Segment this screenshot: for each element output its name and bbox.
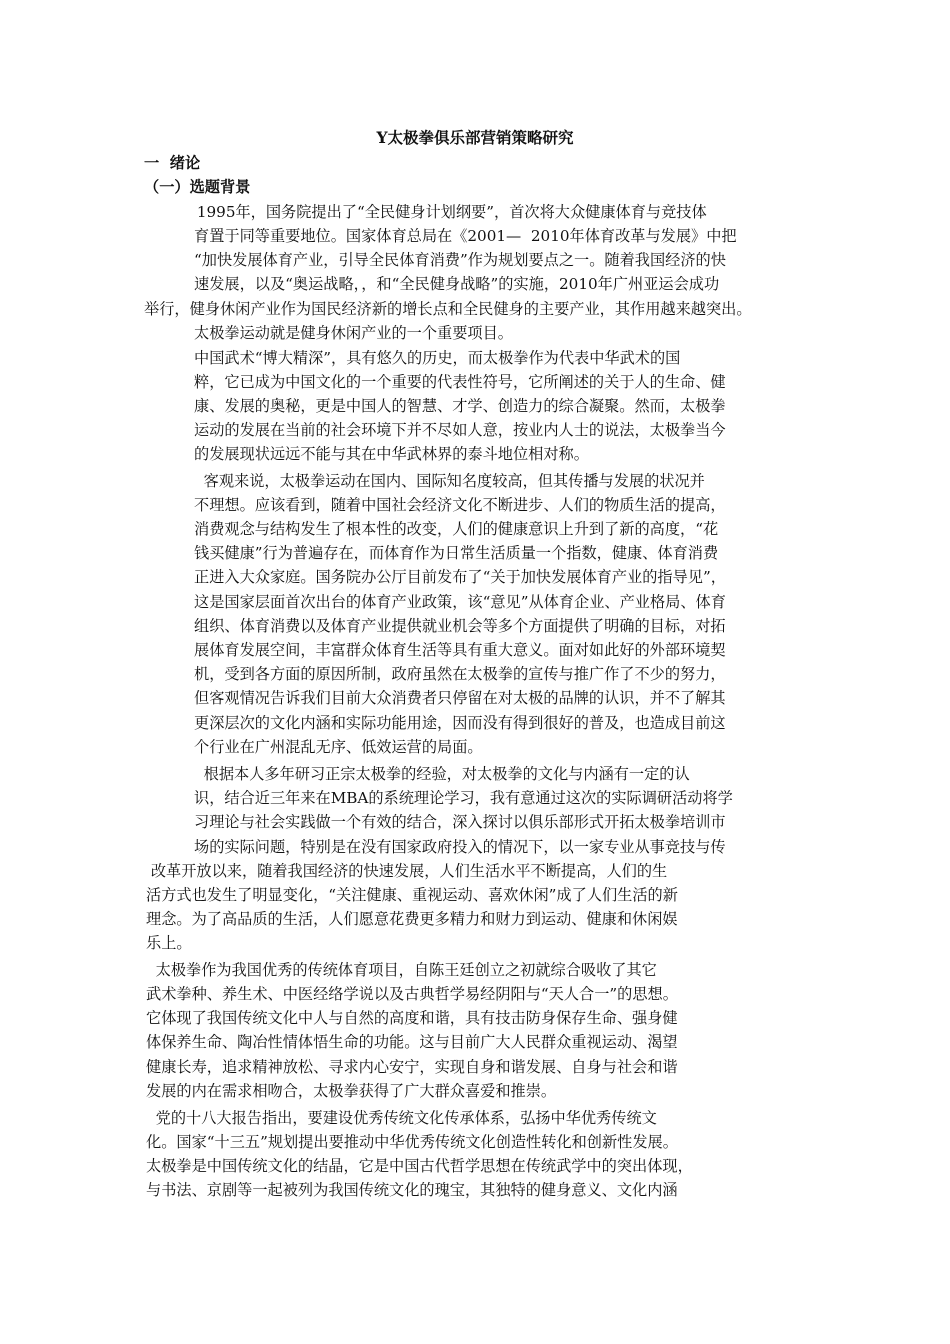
paragraph-line: 更深层次的文化内涵和实际功能用途，因而没有得到很好的普及，也造成目前这 (194, 714, 726, 732)
paragraph-line: 这是国家层面首次出台的体育产业政策，该“意见”从体育企业、产业格局、体育 (194, 593, 726, 611)
paragraph-line: 的发展现状远远不能与其在中华武林界的泰斗地位相对称。 (194, 445, 589, 463)
paragraph-line: 钱买健康”行为普遍存在，而体育作为日常生活质量一个指数，健康、体育消费 (194, 544, 719, 562)
subsection-heading: （一）选题背景 (144, 178, 251, 196)
paragraph-line: 理念。为了高品质的生活，人们愿意花费更多精力和财力到运动、健康和休闲娱 (146, 910, 678, 928)
paragraph-line: 习理论与社会实践做一个有效的结合，深入探讨以俱乐部形式开拓太极拳培训市 (194, 813, 726, 831)
paragraph-line: 中国武术“博大精深”，具有悠久的历史，而太极拳作为代表中华武术的国 (194, 349, 681, 367)
paragraph-line: 速发展，以及“奥运战略，，和“全民健身战略”的实施，2010年广州亚运会成功 (194, 275, 720, 293)
paragraph-line: 健康长寿，追求精神放松、寻求内心安宁，实现自身和谐发展、自身与社会和谐 (146, 1058, 678, 1076)
paragraph-line: 消费观念与结构发生了根本性的改变，人们的健康意识上升到了新的高度，“花 (194, 520, 719, 538)
paragraph-line: 武术拳种、养生术、中医经络学说以及古典哲学易经阴阳与“天人合一”的思想。 (146, 985, 678, 1003)
paragraph-line: 活方式也发生了明显变化，“关注健康、重视运动、喜欢休闲”成了人们生活的新 (146, 886, 678, 904)
paragraph-line: 太极拳运动就是健身休闲产业的一个重要项目。 (194, 324, 513, 342)
paragraph-line: 客观来说，太极拳运动在国内、国际知名度较高，但其传播与发展的状况并 (194, 472, 705, 490)
paragraph-line: 太极拳作为我国优秀的传统体育项目，自陈王廷创立之初就综合吸收了其它 (146, 961, 657, 979)
paragraph-line: 运动的发展在当前的社会环境下并不尽如人意，按业内人士的说法，太极拳当今 (194, 421, 726, 439)
paragraph-line: 展体育发展空间，丰富群众体育生活等具有重大意义。面对如此好的外部环境契 (194, 641, 726, 659)
paragraph-line: 但客观情况告诉我们目前大众消费者只停留在对太极的品牌的认识，并不了解其 (194, 689, 726, 707)
paragraph-line: 育置于同等重要地位。国家体育总局在《2001— 2010年体育改革与发展》中把 (194, 227, 737, 245)
section-heading: 一 绪论 (144, 154, 201, 172)
paragraph-line: 个行业在广州混乱无序、低效运营的局面。 (194, 738, 483, 756)
paragraph-line: 不理想。应该看到，随着中国社会经济文化不断进步、人们的物质生活的提高， (194, 496, 726, 514)
paragraph-line: “加快发展体育产业，引导全民体育消费”作为规划要点之一。随着我国经济的快 (194, 251, 726, 269)
paragraph-line: 化。国家“十三五”规划提出要推动中华优秀传统文化创造性转化和创新性发展。 (146, 1133, 678, 1151)
paragraph-line: 识，结合近三年来在MBA的系统理论学习，我有意通过这次的实际调研活动将学 (194, 789, 733, 807)
paragraph-line: 组织、体育消费以及体育产业提供就业机会等多个方面提供了明确的目标，对拓 (194, 617, 726, 635)
paragraph-line: 党的十八大报告指出，要建设优秀传统文化传承体系，弘扬中华优秀传统文 (146, 1109, 657, 1127)
paragraph-line: 改革开放以来，随着我国经济的快速发展，人们生活水平不断提高，人们的生 (146, 862, 668, 880)
paragraph-line: 正进入大众家庭。国务院办公厅目前发布了“关于加快发展体育产业的指导见”， (194, 568, 726, 586)
paragraph-line: 粹，它已成为中国文化的一个重要的代表性符号，它所阐述的关于人的生命、健 (194, 373, 726, 391)
paragraph-line: 场的实际问题，特别是在没有国家政府投入的情况下，以一家专业从事竞技与传 (194, 838, 726, 856)
paragraph-line: 1995年，国务院提出了“全民健身计划纲要”，首次将大众健康体育与竞技体 (192, 203, 707, 221)
paragraph-line: 康、发展的奥秘，更是中国人的智慧、才学、创造力的综合凝聚。然而，太极拳 (194, 397, 726, 415)
paragraph-line: 太极拳是中国传统文化的结晶，它是中国古代哲学思想在传统武学中的突出体现， (146, 1157, 693, 1175)
paragraph-line: 与书法、京剧等一起被列为我国传统文化的瑰宝，其独特的健身意义、文化内涵 (146, 1181, 678, 1199)
document-title: Y太极拳俱乐部营销策略研究 (376, 128, 574, 147)
paragraph-line: 根据本人多年研习正宗太极拳的经验，对太极拳的文化与内涵有一定的认 (194, 765, 690, 783)
paragraph-line: 举行，健身休闲产业作为国民经济新的增长点和全民健身的主要产业，其作用越来越突出。 (144, 300, 752, 318)
paragraph-line: 机，受到各方面的原因所制，政府虽然在太极拳的宣传与推广作了不少的努力， (194, 665, 726, 683)
paragraph-line: 乐上。 (146, 934, 192, 952)
paragraph-line: 它体现了我国传统文化中人与自然的高度和谐，具有技击防身保存生命、强身健 (146, 1009, 678, 1027)
paragraph-line: 发展的内在需求相吻合，太极拳获得了广大群众喜爱和推崇。 (146, 1082, 557, 1100)
paragraph-line: 体保养生命、陶冶性情体悟生命的功能。这与目前广大人民群众重视运动、渴望 (146, 1033, 678, 1051)
